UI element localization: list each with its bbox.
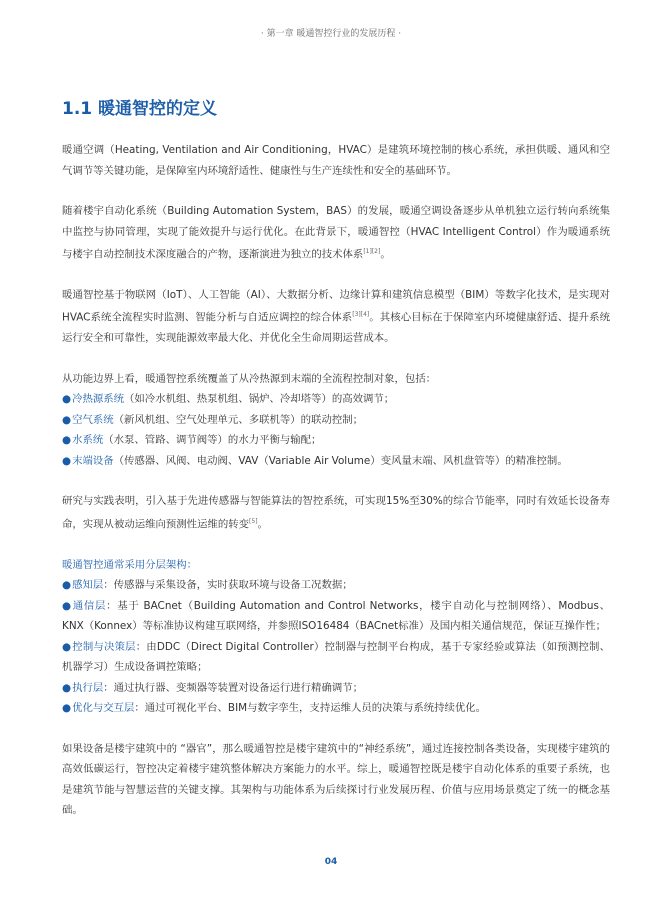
bullet-icon: ● bbox=[62, 454, 72, 467]
paragraph-scope: 从功能边界上看，暖通智控系统覆盖了从冷热源到末端的全流程控制对象，包括： ●冷热源系统（如冷水机组、热泵机组、锅炉、冷却塔等）的高效调节； ●空气系统（新风机组、空气处理单元、多联机等）的联动控制； ●水系统（水泵、管路、调节阀等）的水力平衡与输配； ●末端设备（传感器、风阀、电动阀、VAV（Variable Air Volume）变风量末端、风机盘管等）的精准控制。 bbox=[62, 369, 610, 472]
list-item: ●执行层：通过执行器、变频器等装置对设备运行进行精确调节； bbox=[62, 681, 364, 694]
page-number: 04 bbox=[324, 857, 338, 867]
bullet-icon: ● bbox=[62, 702, 72, 715]
list-item: ●优化与交互层：通过可视化平台、BIM与数字孪生，支持运维人员的决策与系统持续优化。 bbox=[62, 702, 487, 715]
list-item: ●控制与决策层：由DDC（Direct Digital Controller）控制器与控制平台构成，基于专家经验或算法（如预测控制、机器学习）生成设备调控策略； bbox=[62, 640, 610, 674]
list-item: ●通信层：基于 BACnet（Building Automation and Control Networks，楼宇自动化与控制网络）、Modbus、KNX（Konnex）等标准协议构建互联网络，并参照ISO16484（BACnet标准）及国内相关通信规范，保证互操作性； bbox=[62, 599, 610, 633]
list-item: ●冷热源系统（如冷水机组、热泵机组、锅炉、冷却塔等）的高效调节； bbox=[62, 393, 395, 406]
bullet-icon: ● bbox=[62, 413, 72, 426]
citation: [3][4] bbox=[352, 311, 370, 319]
paragraph-bas-evolution: 随着楼宇自动化系统（Building Automation System，BAS）的发展，暖通空调设备逐步从单机独立运行转向系统集中监控与协同管理，实现了能效提升与运行优化。在此背景下，暖通智控（HVAC Intelligent Control）作为暖通系统与楼宇自动控制技术深度融合的产物，逐渐演进为独立的技术体系[1][2]。 bbox=[62, 205, 610, 261]
bullet-icon: ● bbox=[62, 434, 72, 447]
paragraph-tech-basis: 暖通智控基于物联网（IoT）、人工智能（AI）、大数据分析、边缘计算和建筑信息模型（BIM）等数字化技术，是实现对HVAC系统全流程实时监测、智能分析与自适应调控的综合体系[3][4]。其核心目标在于保障室内环境健康舒适、提升系统运行安全和可靠性，实现能源效率最大化、并优化全生命周期运营成本。 bbox=[62, 288, 611, 345]
architecture-heading: 暖通智控通常采用分层架构： bbox=[62, 558, 198, 571]
bullet-icon: ● bbox=[62, 393, 72, 406]
citation: [1][2] bbox=[363, 248, 381, 255]
paragraph-conclusion: 如果设备是楼宇建筑中的 “器官”，那么暖通智控是楼宇建筑中的“神经系统”，通过连接控制各类设备，实现楼宇建筑的高效低碳运行，智控决定着楼宇建筑整体解决方案能力的水平。综上，暖通智控既是楼宇自动化体系的重要子系统，也是建筑节能与智慧运营的关键支撑。其架构与功能体系为后续探讨行业发展历程、价值与应用场景奠定了统一的概念基础。 bbox=[62, 742, 610, 817]
paragraph-architecture bbox=[62, 555, 610, 719]
citation: [5] bbox=[249, 517, 258, 525]
list-item: ●水系统（水泵、管路、调节阀等）的水力平衡与输配； bbox=[62, 434, 322, 447]
section-title: 1.1 暖通智控的定义 bbox=[62, 99, 218, 119]
list-item: ●感知层：传感器与采集设备，实时获取环境与设备工况数据； bbox=[62, 579, 353, 592]
list-item: ●末端设备（传感器、风阀、电动阀、VAV（Variable Air Volume）变风量末端、风机盘管等）的精准控制。 bbox=[62, 454, 568, 467]
bullet-icon: ● bbox=[62, 681, 72, 694]
bullet-icon: ● bbox=[62, 640, 72, 653]
body-content bbox=[62, 140, 610, 821]
bullet-icon: ● bbox=[62, 599, 72, 612]
bullet-icon: ● bbox=[62, 579, 72, 592]
running-header: · 第一章 暖通智控行业的发展历程 · bbox=[260, 29, 402, 39]
list-item: ●空气系统（新风机组、空气处理单元、多联机等）的联动控制； bbox=[62, 413, 364, 426]
paragraph-energy-saving: 研究与实践表明，引入基于先进传感器与智能算法的智控系统，可实现15%至30%的综合节能率，同时有效延长设备寿命，实现从被动运维向预测性运维的转变[5]。 bbox=[62, 495, 610, 531]
paragraph-hvac-definition: 暖通空调（Heating, Ventilation and Air Conditioning，HVAC）是建筑环境控制的核心系统，承担供暖、通风和空气调节等关键功能，是保障室内环境舒适性、健康性与生产连续性和安全的基础环节。 bbox=[62, 144, 610, 177]
